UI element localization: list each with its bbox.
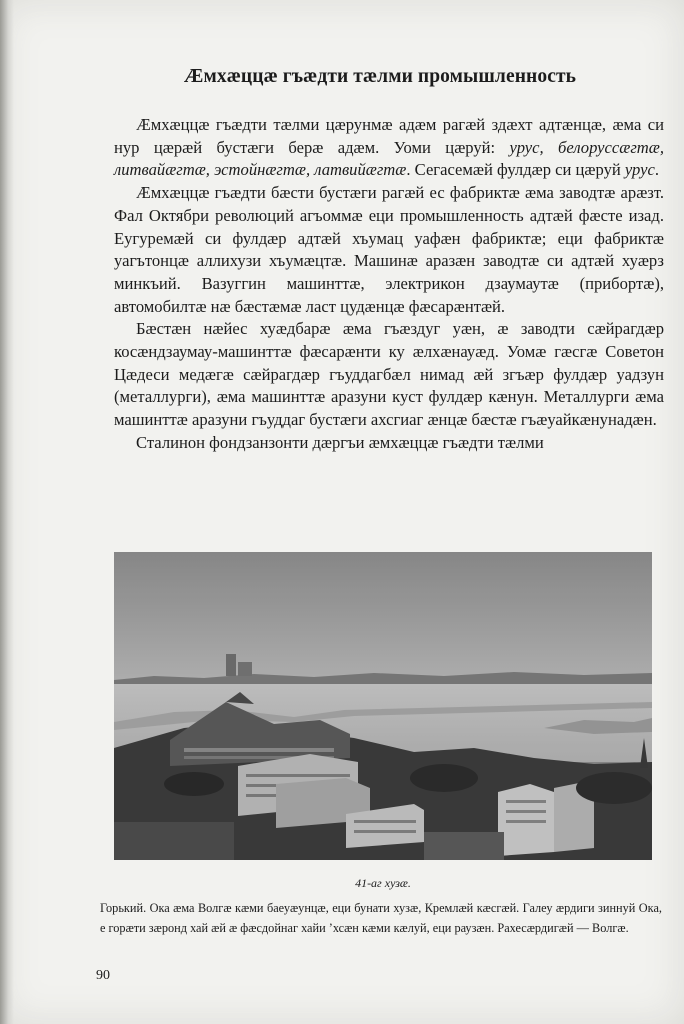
paragraph — [114, 318, 664, 432]
section-heading: Æмхæццæ гъæдти тæлми промышленность — [183, 66, 577, 87]
text-run: Сталинон фондзанзонти дæргъи æмхæццæ гъæдти тæлми — [136, 432, 544, 452]
page-number: 90 — [96, 968, 110, 983]
city-river-photograph — [114, 552, 652, 860]
text-run: Бæстæн нæйес хуæдбарæ æма гъæздуг уæн, æ заводти сæйрагдæр косæндзаумау-машинттæ фæсарæнти ку æлхæнауæд. Уомæ гæсгæ Советон Цæдеси медæгæ сæйрагдæр гъуддагбæл нимад æй згъæр фулдæр уадзун (металлурги), æма машинттæ аразуни куст фулдæр кæнун. Металлурги æма машинттæ аразуни гъуддаг бустæги ахсгиаг æнцæ бæстæ гъæуайкæнунадæн. — [114, 319, 664, 430]
text-run: . Сегасемæй фулдæр си цæруй — [406, 160, 625, 180]
paragraph — [114, 114, 664, 182]
figure-number: 41-аг хузæ. — [355, 876, 411, 890]
paragraph — [114, 182, 664, 318]
paragraph — [114, 432, 664, 455]
italic-text-run: урус, белоруссæгтæ, литвайæгтæ, эстойнæгтæ, латвийæгтæ — [114, 137, 665, 180]
text-run: . — [654, 160, 660, 180]
text-run: Æмхæццæ гъæдти бæсти бустæги рагæй ес фабриктæ æма заводтæ арæзт. Фал Октябри революций агъоммæ еци промышленность адтæй фæсте изад. Еугуремæй си фулдæр адтæй хъумац уафæн фабриктæ; еци фабриктæ уагътонцæ аллихузи хъумæцтæ. Машинæ аразæн заводтæ си адтæй хуæрз минкъий. Вазуггин машинттæ, электрикон дзаумаутæ (прибортæ), автомобилтæ нæ бæстæмæ ласт цудæнцæ фæсарæнтæй. — [114, 183, 664, 316]
body-text — [114, 114, 664, 455]
text-run: Æмхæццæ гъæдти тæлми цæрунмæ адæм рагæй здæхт адтæнцæ, æма си нур цæрæй бустæги берæ адæм. Уоми цæруй: — [114, 115, 664, 157]
figure-caption: Горький. Ока æма Волгæ кæми баеуæунцæ, еци бунати хузæ, Кремлæй кæсгæй. Галеу æрдиги зиннуй Ока, е горæти зæронд хай æй æ фæсдойнаг хайи ’хсæн кæми кæлуй, еци раузæн. Рахесæрдигæй — Волгæ. — [100, 901, 662, 935]
binding-shadow — [0, 0, 14, 1024]
italic-text-run: урус — [624, 160, 655, 180]
